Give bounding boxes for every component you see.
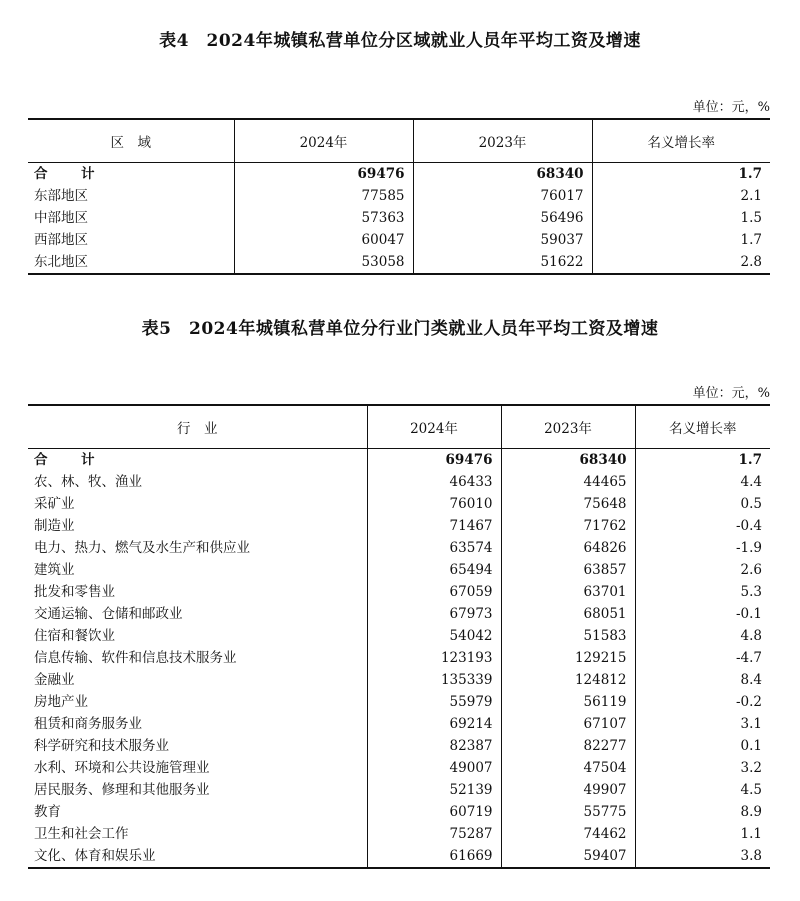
cell-growth: 1.7 <box>592 229 770 251</box>
cell-2023: 63857 <box>501 559 635 581</box>
cell-2024: 69214 <box>367 713 501 735</box>
cell-2024: 75287 <box>367 823 501 845</box>
cell-growth: 2.1 <box>592 185 770 207</box>
cell-2023: 56496 <box>413 207 592 229</box>
table-row <box>28 471 770 493</box>
table-row <box>28 691 770 713</box>
table-row <box>28 757 770 779</box>
cell-2023: 129215 <box>501 647 635 669</box>
col-header-2023: 2023年 <box>413 119 592 163</box>
table-row <box>28 559 770 581</box>
cell-growth: 3.8 <box>635 845 770 868</box>
cell-growth: -0.4 <box>635 515 770 537</box>
cell-2023: 76017 <box>413 185 592 207</box>
cell-2024: 46433 <box>367 471 501 493</box>
col-header-region: 区 域 <box>28 119 234 163</box>
cell-2024: 54042 <box>367 625 501 647</box>
table5-title: 表5 2024年城镇私营单位分行业门类就业人员年平均工资及增速 <box>141 319 659 339</box>
cell-2023: 44465 <box>501 471 635 493</box>
table-row <box>28 647 770 669</box>
cell-2023: 67107 <box>501 713 635 735</box>
cell-2024: 69476 <box>367 449 501 472</box>
cell-growth: 5.3 <box>635 581 770 603</box>
col-header-2023: 2023年 <box>501 405 635 449</box>
cell-2023: 68340 <box>413 163 592 186</box>
row-label: 农、林、牧、渔业 <box>34 473 142 490</box>
cell-2024: 61669 <box>367 845 501 868</box>
cell-2023: 56119 <box>501 691 635 713</box>
cell-2024: 49007 <box>367 757 501 779</box>
cell-2024: 135339 <box>367 669 501 691</box>
row-label: 东北地区 <box>34 253 88 270</box>
row-label: 采矿业 <box>34 495 75 512</box>
col-header-growth: 名义增长率 <box>592 119 770 163</box>
table-row <box>28 251 770 274</box>
cell-2024: 60719 <box>367 801 501 823</box>
cell-2023: 55775 <box>501 801 635 823</box>
row-label: 批发和零售业 <box>34 583 115 600</box>
table-header-row <box>28 119 770 163</box>
cell-2024: 63574 <box>367 537 501 559</box>
table-row <box>28 735 770 757</box>
cell-growth: 8.9 <box>635 801 770 823</box>
total-row <box>28 449 770 472</box>
row-label: 合 计 <box>34 451 105 468</box>
table-row <box>28 845 770 868</box>
row-label: 租赁和商务服务业 <box>34 715 142 732</box>
cell-growth: 0.1 <box>635 735 770 757</box>
table-row <box>28 713 770 735</box>
cell-growth: -4.7 <box>635 647 770 669</box>
row-label: 水利、环境和公共设施管理业 <box>34 759 210 776</box>
cell-2023: 59407 <box>501 845 635 868</box>
table4-unit: 单位：元，% <box>692 100 770 115</box>
row-label: 住宿和餐饮业 <box>34 627 115 644</box>
cell-2023: 63701 <box>501 581 635 603</box>
table-body <box>28 449 770 869</box>
col-header-growth: 名义增长率 <box>635 405 770 449</box>
row-label: 东部地区 <box>34 187 88 204</box>
cell-2024: 65494 <box>367 559 501 581</box>
row-label: 文化、体育和娱乐业 <box>34 847 156 864</box>
table-row <box>28 625 770 647</box>
cell-2023: 47504 <box>501 757 635 779</box>
row-label: 科学研究和技术服务业 <box>34 737 169 754</box>
row-label: 教育 <box>34 803 61 820</box>
cell-growth: 1.5 <box>592 207 770 229</box>
cell-growth: -1.9 <box>635 537 770 559</box>
row-label: 卫生和社会工作 <box>34 825 129 842</box>
row-label: 建筑业 <box>34 561 75 578</box>
table-row <box>28 537 770 559</box>
cell-2024: 77585 <box>234 185 413 207</box>
cell-growth: 2.6 <box>635 559 770 581</box>
row-label: 合 计 <box>34 165 105 182</box>
table4-title: 表4 2024年城镇私营单位分区域就业人员年平均工资及增速 <box>159 31 641 51</box>
table-row <box>28 207 770 229</box>
total-row <box>28 163 770 186</box>
cell-growth: 4.8 <box>635 625 770 647</box>
row-label: 交通运输、仓储和邮政业 <box>34 605 183 622</box>
cell-2023: 71762 <box>501 515 635 537</box>
cell-2024: 53058 <box>234 251 413 274</box>
cell-growth: -0.1 <box>635 603 770 625</box>
cell-2023: 68340 <box>501 449 635 472</box>
cell-2024: 76010 <box>367 493 501 515</box>
table-row <box>28 515 770 537</box>
cell-growth: 8.4 <box>635 669 770 691</box>
cell-2024: 123193 <box>367 647 501 669</box>
table5-unit: 单位：元，% <box>692 386 770 401</box>
table-row <box>28 229 770 251</box>
table-row <box>28 801 770 823</box>
row-label: 中部地区 <box>34 209 88 226</box>
row-label: 金融业 <box>34 671 75 688</box>
cell-2023: 82277 <box>501 735 635 757</box>
col-header-2024: 2024年 <box>367 405 501 449</box>
cell-2023: 51583 <box>501 625 635 647</box>
cell-2024: 67973 <box>367 603 501 625</box>
row-label: 西部地区 <box>34 231 88 248</box>
table-row <box>28 669 770 691</box>
col-header-industry: 行 业 <box>28 405 367 449</box>
cell-growth: -0.2 <box>635 691 770 713</box>
col-header-2024: 2024年 <box>234 119 413 163</box>
cell-2023: 51622 <box>413 251 592 274</box>
cell-growth: 1.7 <box>635 449 770 472</box>
cell-growth: 3.2 <box>635 757 770 779</box>
cell-2023: 64826 <box>501 537 635 559</box>
cell-growth: 2.8 <box>592 251 770 274</box>
cell-2024: 52139 <box>367 779 501 801</box>
cell-growth: 0.5 <box>635 493 770 515</box>
table-row <box>28 581 770 603</box>
cell-2023: 75648 <box>501 493 635 515</box>
table-body <box>28 163 770 275</box>
table-row <box>28 185 770 207</box>
cell-2024: 60047 <box>234 229 413 251</box>
cell-growth: 1.1 <box>635 823 770 845</box>
cell-2024: 82387 <box>367 735 501 757</box>
row-label: 制造业 <box>34 517 75 534</box>
cell-growth: 3.1 <box>635 713 770 735</box>
cell-growth: 4.5 <box>635 779 770 801</box>
cell-growth: 1.7 <box>592 163 770 186</box>
cell-2023: 68051 <box>501 603 635 625</box>
cell-2023: 49907 <box>501 779 635 801</box>
cell-2024: 55979 <box>367 691 501 713</box>
cell-2024: 71467 <box>367 515 501 537</box>
table-header-row <box>28 405 770 449</box>
cell-2023: 59037 <box>413 229 592 251</box>
row-label: 信息传输、软件和信息技术服务业 <box>34 649 237 666</box>
row-label: 房地产业 <box>34 693 88 710</box>
cell-growth: 4.4 <box>635 471 770 493</box>
table-row <box>28 779 770 801</box>
row-label: 居民服务、修理和其他服务业 <box>34 781 210 798</box>
table-row <box>28 603 770 625</box>
row-label: 电力、热力、燃气及水生产和供应业 <box>34 539 250 556</box>
cell-2024: 67059 <box>367 581 501 603</box>
cell-2023: 124812 <box>501 669 635 691</box>
cell-2024: 69476 <box>234 163 413 186</box>
table-row <box>28 493 770 515</box>
region-wage-table <box>28 118 770 275</box>
industry-wage-table <box>28 404 770 869</box>
cell-2023: 74462 <box>501 823 635 845</box>
table-row <box>28 823 770 845</box>
cell-2024: 57363 <box>234 207 413 229</box>
